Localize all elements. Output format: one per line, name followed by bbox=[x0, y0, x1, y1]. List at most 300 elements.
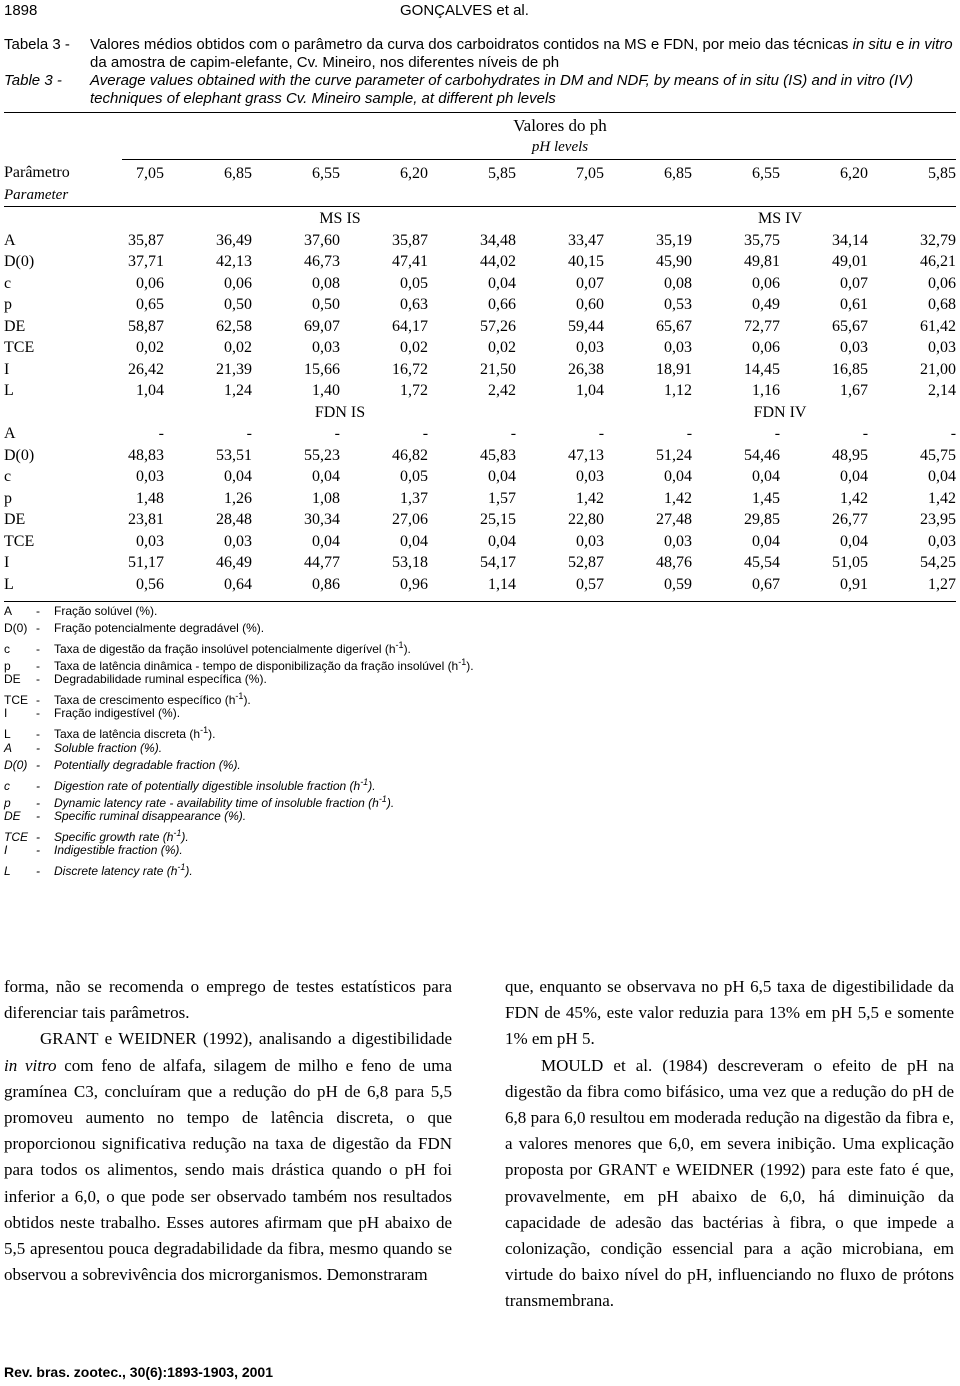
journal-footer: Rev. bras. zootec., 30(6):1893-1903, 2001 bbox=[4, 1364, 274, 1380]
table-row bbox=[4, 466, 956, 488]
value-cell: 47,41 bbox=[392, 253, 429, 270]
value-cell: 33,47 bbox=[568, 231, 605, 249]
legend-dash: - bbox=[36, 604, 40, 618]
legend-item bbox=[4, 808, 394, 825]
table-row bbox=[4, 359, 956, 381]
legend-item bbox=[4, 688, 474, 705]
caption-en-label: Table 3 - bbox=[4, 72, 62, 89]
legend-en bbox=[4, 740, 394, 876]
value-cell: 35,75 bbox=[744, 231, 781, 249]
table-row bbox=[4, 337, 956, 359]
legend-text: Indigestible fraction (%). bbox=[54, 843, 183, 857]
table-row bbox=[4, 445, 956, 467]
value-cell: 59,44 bbox=[568, 317, 605, 335]
value-cell: 0,02 bbox=[136, 339, 164, 356]
legend-superscript: -1 bbox=[458, 657, 467, 667]
value-cell: 35,87 bbox=[128, 231, 164, 249]
group-header-en: pH levels bbox=[531, 139, 589, 155]
legend-tail: ). bbox=[403, 642, 411, 656]
value-cell: 29,85 bbox=[744, 511, 781, 528]
value-cell: 54,17 bbox=[480, 554, 517, 571]
value-cell: 65,67 bbox=[656, 317, 693, 335]
legend-key: L bbox=[4, 864, 11, 878]
value-cell: 37,71 bbox=[128, 253, 164, 270]
value-cell: 0,56 bbox=[136, 575, 164, 593]
ph-level: 6,55 bbox=[312, 165, 340, 182]
legend-superscript: -1 bbox=[200, 725, 209, 735]
table-row bbox=[4, 488, 956, 510]
ph-level: 7,05 bbox=[136, 165, 164, 182]
value-cell: 0,67 bbox=[752, 575, 781, 593]
header-bottom-rule bbox=[4, 206, 956, 207]
legend-item bbox=[4, 825, 394, 842]
legend-tail: ). bbox=[243, 693, 251, 707]
value-cell: 53,18 bbox=[392, 554, 429, 571]
value-cell: 0,02 bbox=[224, 339, 252, 356]
table-row bbox=[4, 531, 956, 553]
legend-dash: - bbox=[36, 621, 40, 635]
legend-superscript: -1 bbox=[378, 794, 387, 804]
page-number: 1898 bbox=[4, 2, 38, 19]
value-cell: 1,48 bbox=[136, 489, 164, 507]
value-cell: 26,77 bbox=[832, 511, 869, 528]
body-paragraph: GRANT e WEIDNER (1992), analisando a digestibilidade in vitro com feno de alfafa, silagem de milho e feno de uma gramínea C3, concluíram que a redução do pH de 6,8 para 5,5 promoveu aumento no tempo de latência discreta, o que proporcionou significativa redução na taxa de digestão da FDN para todos os alimentos, sendo mais drástica quando o pH foi inferior a 6,0, o que pode ser observado também nos resultados obtidos neste trabalho. Esses autores afirmam que pH abaixo de 5,5 apresentou pouca degradabilidade da fibra, mesmo quando se observou a sobrevivência dos microrganismos. Demonstraram bbox=[4, 1029, 452, 1285]
param-cell: c bbox=[4, 274, 12, 292]
value-cell: 0,53 bbox=[664, 296, 693, 313]
legend-item bbox=[4, 654, 474, 671]
value-cell: 28,48 bbox=[216, 511, 252, 528]
value-cell: 0,04 bbox=[752, 532, 781, 550]
value-cell: 48,95 bbox=[832, 446, 869, 464]
legend-item bbox=[4, 671, 474, 688]
legend-item bbox=[4, 603, 474, 620]
caption-pt-text: Valores médios obtidos com o parâmetro da curva dos carboidratos contidos na MS e FDN, por meio das técnicas in situ e in vitro da amostra de capim-elefante, Cv. Mineiro, nos diferentes níveis de ph bbox=[90, 36, 953, 71]
value-cell: 21,39 bbox=[216, 360, 252, 378]
value-cell: 2,42 bbox=[488, 382, 517, 399]
legend-item bbox=[4, 722, 474, 739]
value-cell: 0,06 bbox=[136, 274, 164, 292]
value-cell: 1,14 bbox=[488, 575, 517, 593]
value-cell: 0,61 bbox=[840, 296, 869, 313]
legend-text: Degradabilidade ruminal específica (%). bbox=[54, 672, 267, 686]
section-header-row bbox=[4, 402, 956, 424]
value-cell: - bbox=[686, 425, 693, 442]
legend-item bbox=[4, 791, 394, 808]
value-cell: 64,17 bbox=[392, 317, 429, 335]
value-cell: 42,13 bbox=[216, 253, 252, 270]
ph-level: 7,05 bbox=[576, 165, 604, 182]
value-cell: 0,06 bbox=[928, 274, 957, 292]
value-cell: 26,38 bbox=[568, 360, 605, 378]
legend-pt bbox=[4, 603, 474, 739]
value-cell: 23,81 bbox=[128, 511, 164, 528]
legend-superscript: -1 bbox=[235, 691, 244, 701]
value-cell: 54,25 bbox=[920, 554, 957, 571]
param-header: Parâmetro bbox=[4, 164, 70, 181]
value-cell: 0,07 bbox=[840, 274, 869, 292]
body-paragraph: que, enquanto se observava no pH 6,5 taxa de digestibilidade da FDN de 45%, este valor reduzia para 13% em pH 5,5 e somente 1% em pH 5. bbox=[505, 977, 954, 1049]
value-cell: 49,01 bbox=[832, 253, 869, 270]
ph-level: 6,20 bbox=[400, 165, 428, 182]
legend-key: I bbox=[4, 843, 8, 857]
value-cell: 0,03 bbox=[928, 532, 957, 550]
legend-dash: - bbox=[36, 830, 40, 844]
value-cell: 40,15 bbox=[568, 253, 605, 270]
ph-header-table bbox=[4, 163, 956, 185]
legend-dash: - bbox=[36, 758, 40, 772]
legend-text: Specific growth rate (h bbox=[54, 830, 174, 844]
legend-superscript: -1 bbox=[173, 828, 182, 838]
value-cell: 16,72 bbox=[392, 360, 429, 378]
value-cell: 0,04 bbox=[752, 468, 781, 485]
value-cell: 53,51 bbox=[216, 446, 252, 464]
value-cell: 1,72 bbox=[400, 382, 429, 399]
ph-level: 5,85 bbox=[928, 165, 956, 182]
value-cell: 62,58 bbox=[216, 317, 252, 335]
value-cell: 0,04 bbox=[928, 468, 957, 485]
value-cell: 0,04 bbox=[488, 468, 517, 485]
param-header-en: Parameter bbox=[4, 187, 69, 203]
param-cell: D(0) bbox=[4, 253, 35, 270]
legend-key: c bbox=[4, 779, 10, 793]
value-cell: - bbox=[862, 425, 869, 442]
legend-dash: - bbox=[36, 796, 40, 810]
param-cell: DE bbox=[4, 317, 26, 335]
table-row bbox=[4, 552, 956, 574]
value-cell: 1,42 bbox=[928, 489, 957, 507]
legend-dash: - bbox=[36, 693, 40, 707]
value-cell: 72,77 bbox=[744, 317, 781, 335]
value-cell: 14,45 bbox=[744, 360, 781, 378]
value-cell: 47,13 bbox=[568, 446, 605, 464]
value-cell: 0,08 bbox=[664, 274, 693, 292]
value-cell: 25,15 bbox=[480, 511, 517, 528]
value-cell: 0,03 bbox=[136, 468, 164, 485]
value-cell: 0,04 bbox=[664, 468, 693, 485]
value-cell: 48,83 bbox=[128, 446, 164, 464]
value-cell: 21,50 bbox=[480, 360, 517, 378]
legend-text: Fração indigestível (%). bbox=[54, 706, 181, 720]
legend-key: p bbox=[4, 659, 11, 673]
value-cell: 46,73 bbox=[304, 253, 340, 270]
param-cell: TCE bbox=[4, 339, 35, 356]
value-cell: - bbox=[950, 425, 957, 442]
value-cell: 0,04 bbox=[312, 468, 340, 485]
legend-dash: - bbox=[36, 672, 40, 686]
legend-key: p bbox=[4, 796, 11, 810]
param-cell: L bbox=[4, 382, 14, 399]
value-cell: 16,85 bbox=[832, 360, 869, 378]
value-cell: 35,87 bbox=[392, 231, 429, 249]
value-cell: 51,17 bbox=[128, 554, 164, 571]
param-cell: I bbox=[4, 360, 10, 378]
legend-dash: - bbox=[36, 659, 40, 673]
param-cell: p bbox=[4, 296, 12, 313]
value-cell: 0,03 bbox=[312, 339, 340, 356]
ph-level: 6,85 bbox=[224, 165, 252, 182]
value-cell: 0,05 bbox=[400, 468, 429, 485]
value-cell: 69,07 bbox=[304, 317, 340, 335]
legend-text: Digestion rate of potentially digestible insoluble fraction (h bbox=[54, 779, 361, 793]
legend-dash: - bbox=[36, 727, 40, 741]
legend-text: Soluble fraction (%). bbox=[54, 741, 163, 755]
value-cell: 52,87 bbox=[568, 554, 605, 571]
body-column-right bbox=[505, 974, 954, 1315]
group-header-rule bbox=[122, 159, 956, 160]
value-cell: 0,04 bbox=[224, 468, 252, 485]
value-cell: 44,77 bbox=[304, 554, 340, 571]
legend-item bbox=[4, 705, 474, 722]
section-label-left: MS IS bbox=[319, 210, 361, 227]
legend-text: Dynamic latency rate - availability time of insoluble fraction (h bbox=[54, 796, 379, 810]
legend-dash: - bbox=[36, 741, 40, 755]
value-cell: 2,14 bbox=[928, 382, 957, 399]
value-cell: 45,90 bbox=[656, 253, 693, 270]
param-cell: I bbox=[4, 554, 10, 571]
body-paragraph: MOULD et al. (1984) descreveram o efeito de pH na digestão da fibra como bifásico, uma vez que a redução do pH de 6,8 para 6,0 resultou em moderada redução na digestão da fibra e, a valores menores que 6,0, em severa inibição. Uma explicação proposta por GRANT e WEIDNER (1992) para este fato é que, provavelmente, em pH abaixo de 6,0, há diminuição da capacidade de adesão das bactérias à fibra, o que impede a colonização, condição essencial para a ação microbiana, em virtude do baixo nível do pH, influenciando no fluxo de prótons transmembrana. bbox=[505, 1055, 954, 1311]
legend-dash: - bbox=[36, 706, 40, 720]
value-cell: 0,91 bbox=[840, 575, 869, 593]
legend-item bbox=[4, 637, 474, 654]
value-cell: 45,83 bbox=[480, 446, 517, 464]
value-cell: 46,21 bbox=[920, 253, 957, 270]
section-header-row bbox=[4, 208, 956, 230]
value-cell: 34,14 bbox=[832, 231, 869, 249]
value-cell: - bbox=[598, 425, 605, 442]
legend-key: L bbox=[4, 727, 11, 741]
value-cell: 32,79 bbox=[920, 231, 957, 249]
value-cell: 1,24 bbox=[224, 382, 252, 399]
legend-superscript: -1 bbox=[177, 862, 186, 872]
legend-superscript: -1 bbox=[395, 640, 404, 650]
param-cell: TCE bbox=[4, 532, 35, 550]
value-cell: 0,04 bbox=[488, 274, 517, 292]
value-cell: 0,66 bbox=[488, 296, 517, 313]
value-cell: - bbox=[334, 425, 340, 442]
table-row bbox=[4, 230, 956, 252]
value-cell: 0,03 bbox=[664, 339, 693, 356]
value-cell: 46,49 bbox=[216, 554, 252, 571]
legend-text: Potentially degradable fraction (%). bbox=[54, 758, 241, 772]
table-top-rule bbox=[4, 112, 956, 113]
legend-key: I bbox=[4, 706, 8, 720]
table-row bbox=[4, 273, 956, 295]
value-cell: 58,87 bbox=[128, 317, 164, 335]
value-cell: 0,02 bbox=[400, 339, 429, 356]
section-label-right: FDN IV bbox=[753, 403, 807, 421]
value-cell: 27,06 bbox=[392, 511, 429, 528]
value-cell: 1,12 bbox=[664, 382, 693, 399]
value-cell: 55,23 bbox=[304, 446, 340, 464]
value-cell: 1,67 bbox=[840, 382, 869, 399]
value-cell: 51,24 bbox=[656, 446, 693, 464]
table-row bbox=[4, 509, 956, 531]
value-cell: 27,48 bbox=[656, 511, 693, 528]
value-cell: 1,37 bbox=[400, 489, 429, 507]
caption-pt-label: Tabela 3 - bbox=[4, 36, 70, 53]
legend-text: Taxa de latência dinâmica - tempo de disponibilização da fração insolúvel (h bbox=[54, 659, 459, 673]
value-cell: 0,08 bbox=[312, 274, 340, 292]
value-cell: 0,50 bbox=[224, 296, 252, 313]
table-row bbox=[4, 316, 956, 338]
legend-tail: ). bbox=[181, 830, 189, 844]
value-cell: 0,05 bbox=[400, 274, 429, 292]
legend-dash: - bbox=[36, 642, 40, 656]
legend-text: Fração solúvel (%). bbox=[54, 604, 158, 618]
value-cell: 54,46 bbox=[744, 446, 781, 464]
legend-text: Taxa de crescimento específico (h bbox=[54, 693, 236, 707]
legend-tail: ). bbox=[185, 864, 193, 878]
value-cell: - bbox=[158, 425, 164, 442]
ph-level: 6,55 bbox=[752, 165, 780, 182]
value-cell: 18,91 bbox=[656, 360, 693, 378]
value-cell: 0,04 bbox=[488, 532, 517, 550]
ph-level: 6,85 bbox=[664, 165, 692, 182]
value-cell: 0,06 bbox=[224, 274, 252, 292]
value-cell: 1,45 bbox=[752, 489, 781, 507]
value-cell: 0,07 bbox=[576, 274, 605, 292]
value-cell: 45,75 bbox=[920, 446, 957, 464]
legend-item bbox=[4, 757, 394, 774]
table-row bbox=[4, 423, 956, 445]
legend-item bbox=[4, 774, 394, 791]
value-cell: 0,03 bbox=[576, 468, 605, 485]
legend-key: D(0) bbox=[4, 758, 28, 772]
value-cell: 15,66 bbox=[304, 360, 340, 378]
value-cell: 0,65 bbox=[136, 296, 164, 313]
legend-tail: ). bbox=[368, 779, 376, 793]
legend-superscript: -1 bbox=[360, 777, 369, 787]
legend-dash: - bbox=[36, 809, 40, 823]
param-cell: p bbox=[4, 489, 12, 507]
legend-key: DE bbox=[4, 809, 21, 823]
value-cell: 1,04 bbox=[136, 382, 164, 399]
param-cell: c bbox=[4, 468, 12, 485]
value-cell: 0,06 bbox=[752, 339, 781, 356]
param-cell: L bbox=[4, 575, 14, 593]
value-cell: 0,03 bbox=[664, 532, 693, 550]
value-cell: 1,16 bbox=[752, 382, 781, 399]
legend-text: Discrete latency rate (h bbox=[54, 864, 178, 878]
value-cell: 22,80 bbox=[568, 511, 605, 528]
data-table bbox=[4, 208, 956, 595]
value-cell: 0,03 bbox=[576, 339, 605, 356]
value-cell: 1,42 bbox=[840, 489, 869, 507]
value-cell: 23,95 bbox=[920, 511, 957, 528]
value-cell: 0,68 bbox=[928, 296, 957, 313]
legend-key: c bbox=[4, 642, 10, 656]
value-cell: 65,67 bbox=[832, 317, 869, 335]
value-cell: - bbox=[246, 425, 252, 442]
legend-tail: ). bbox=[466, 659, 474, 673]
legend-item bbox=[4, 740, 394, 757]
legend-text: Specific ruminal disappearance (%). bbox=[54, 809, 247, 823]
legend-text: Taxa de latência discreta (h bbox=[54, 727, 201, 741]
value-cell: 0,02 bbox=[488, 339, 517, 356]
table-row bbox=[4, 294, 956, 316]
caption-en-text: Average values obtained with the curve parameter of carbohydrates in DM and NDF, by means of in situ (IS) and in vitro (IV) techniques of elephant grass Cv. Mineiro sample, at different ph levels bbox=[90, 72, 914, 107]
legend-key: TCE bbox=[4, 830, 28, 844]
param-cell: A bbox=[4, 425, 16, 442]
value-cell: 1,08 bbox=[312, 489, 340, 507]
legend-key: TCE bbox=[4, 693, 28, 707]
value-cell: 0,63 bbox=[400, 296, 429, 313]
value-cell: 1,42 bbox=[664, 489, 693, 507]
legend-key: D(0) bbox=[4, 621, 28, 635]
ph-level: 5,85 bbox=[488, 165, 516, 182]
value-cell: 30,34 bbox=[304, 511, 340, 528]
value-cell: 57,26 bbox=[480, 317, 517, 335]
param-cell: D(0) bbox=[4, 446, 35, 464]
value-cell: 0,06 bbox=[752, 274, 781, 292]
value-cell: 48,76 bbox=[656, 554, 693, 571]
value-cell: 1,57 bbox=[488, 489, 517, 507]
value-cell: 35,19 bbox=[656, 231, 693, 249]
group-header: Valores do ph bbox=[513, 116, 607, 135]
value-cell: 1,26 bbox=[224, 489, 252, 507]
value-cell: 34,48 bbox=[480, 231, 517, 249]
value-cell: 0,59 bbox=[664, 575, 693, 593]
value-cell: 36,49 bbox=[216, 231, 252, 249]
table-bottom-rule bbox=[4, 601, 956, 602]
value-cell: 49,81 bbox=[744, 253, 781, 270]
value-cell: 0,03 bbox=[928, 339, 957, 356]
value-cell: 0,03 bbox=[136, 532, 164, 550]
value-cell: - bbox=[422, 425, 429, 442]
value-cell: 0,60 bbox=[576, 296, 605, 313]
legend-item bbox=[4, 620, 474, 637]
legend-dash: - bbox=[36, 864, 40, 878]
value-cell: 46,82 bbox=[392, 446, 429, 464]
value-cell: 1,42 bbox=[576, 489, 605, 507]
value-cell: 51,05 bbox=[832, 554, 869, 571]
body-column-left bbox=[4, 974, 452, 1288]
value-cell: 0,03 bbox=[576, 532, 605, 550]
param-cell: A bbox=[4, 231, 16, 249]
param-cell: DE bbox=[4, 511, 26, 528]
value-cell: 26,42 bbox=[128, 360, 164, 378]
legend-tail: ). bbox=[386, 796, 395, 810]
value-cell: 0,03 bbox=[840, 339, 869, 356]
legend-tail: ). bbox=[208, 727, 216, 741]
legend-item bbox=[4, 859, 394, 876]
legend-text: Fração potencialmente degradável (%). bbox=[54, 621, 265, 635]
value-cell: 0,96 bbox=[400, 575, 429, 593]
value-cell: 0,03 bbox=[224, 532, 252, 550]
section-label-right: MS IV bbox=[758, 210, 803, 227]
legend-text: Taxa de digestão da fração insolúvel potencialmente digerível (h bbox=[54, 642, 396, 656]
value-cell: 1,27 bbox=[928, 575, 957, 593]
value-cell: 0,04 bbox=[840, 468, 869, 485]
value-cell: 0,04 bbox=[840, 532, 869, 550]
ph-levels-row bbox=[4, 163, 956, 185]
value-cell: 0,04 bbox=[312, 532, 340, 550]
table-row bbox=[4, 574, 956, 596]
value-cell: 1,40 bbox=[312, 382, 340, 399]
value-cell: 45,54 bbox=[744, 554, 781, 571]
value-cell: 0,04 bbox=[400, 532, 429, 550]
value-cell: 0,57 bbox=[576, 575, 605, 593]
value-cell: 21,00 bbox=[920, 360, 957, 378]
value-cell: 0,50 bbox=[312, 296, 340, 313]
table-row bbox=[4, 380, 956, 402]
legend-key: A bbox=[4, 604, 13, 618]
section-label-left: FDN IS bbox=[314, 403, 366, 421]
legend-key: DE bbox=[4, 672, 21, 686]
body-paragraph: forma, não se recomenda o emprego de testes estatísticos para diferenciar tais parâmetros. bbox=[4, 977, 452, 1023]
legend-key: A bbox=[4, 741, 13, 755]
legend-dash: - bbox=[36, 843, 40, 857]
